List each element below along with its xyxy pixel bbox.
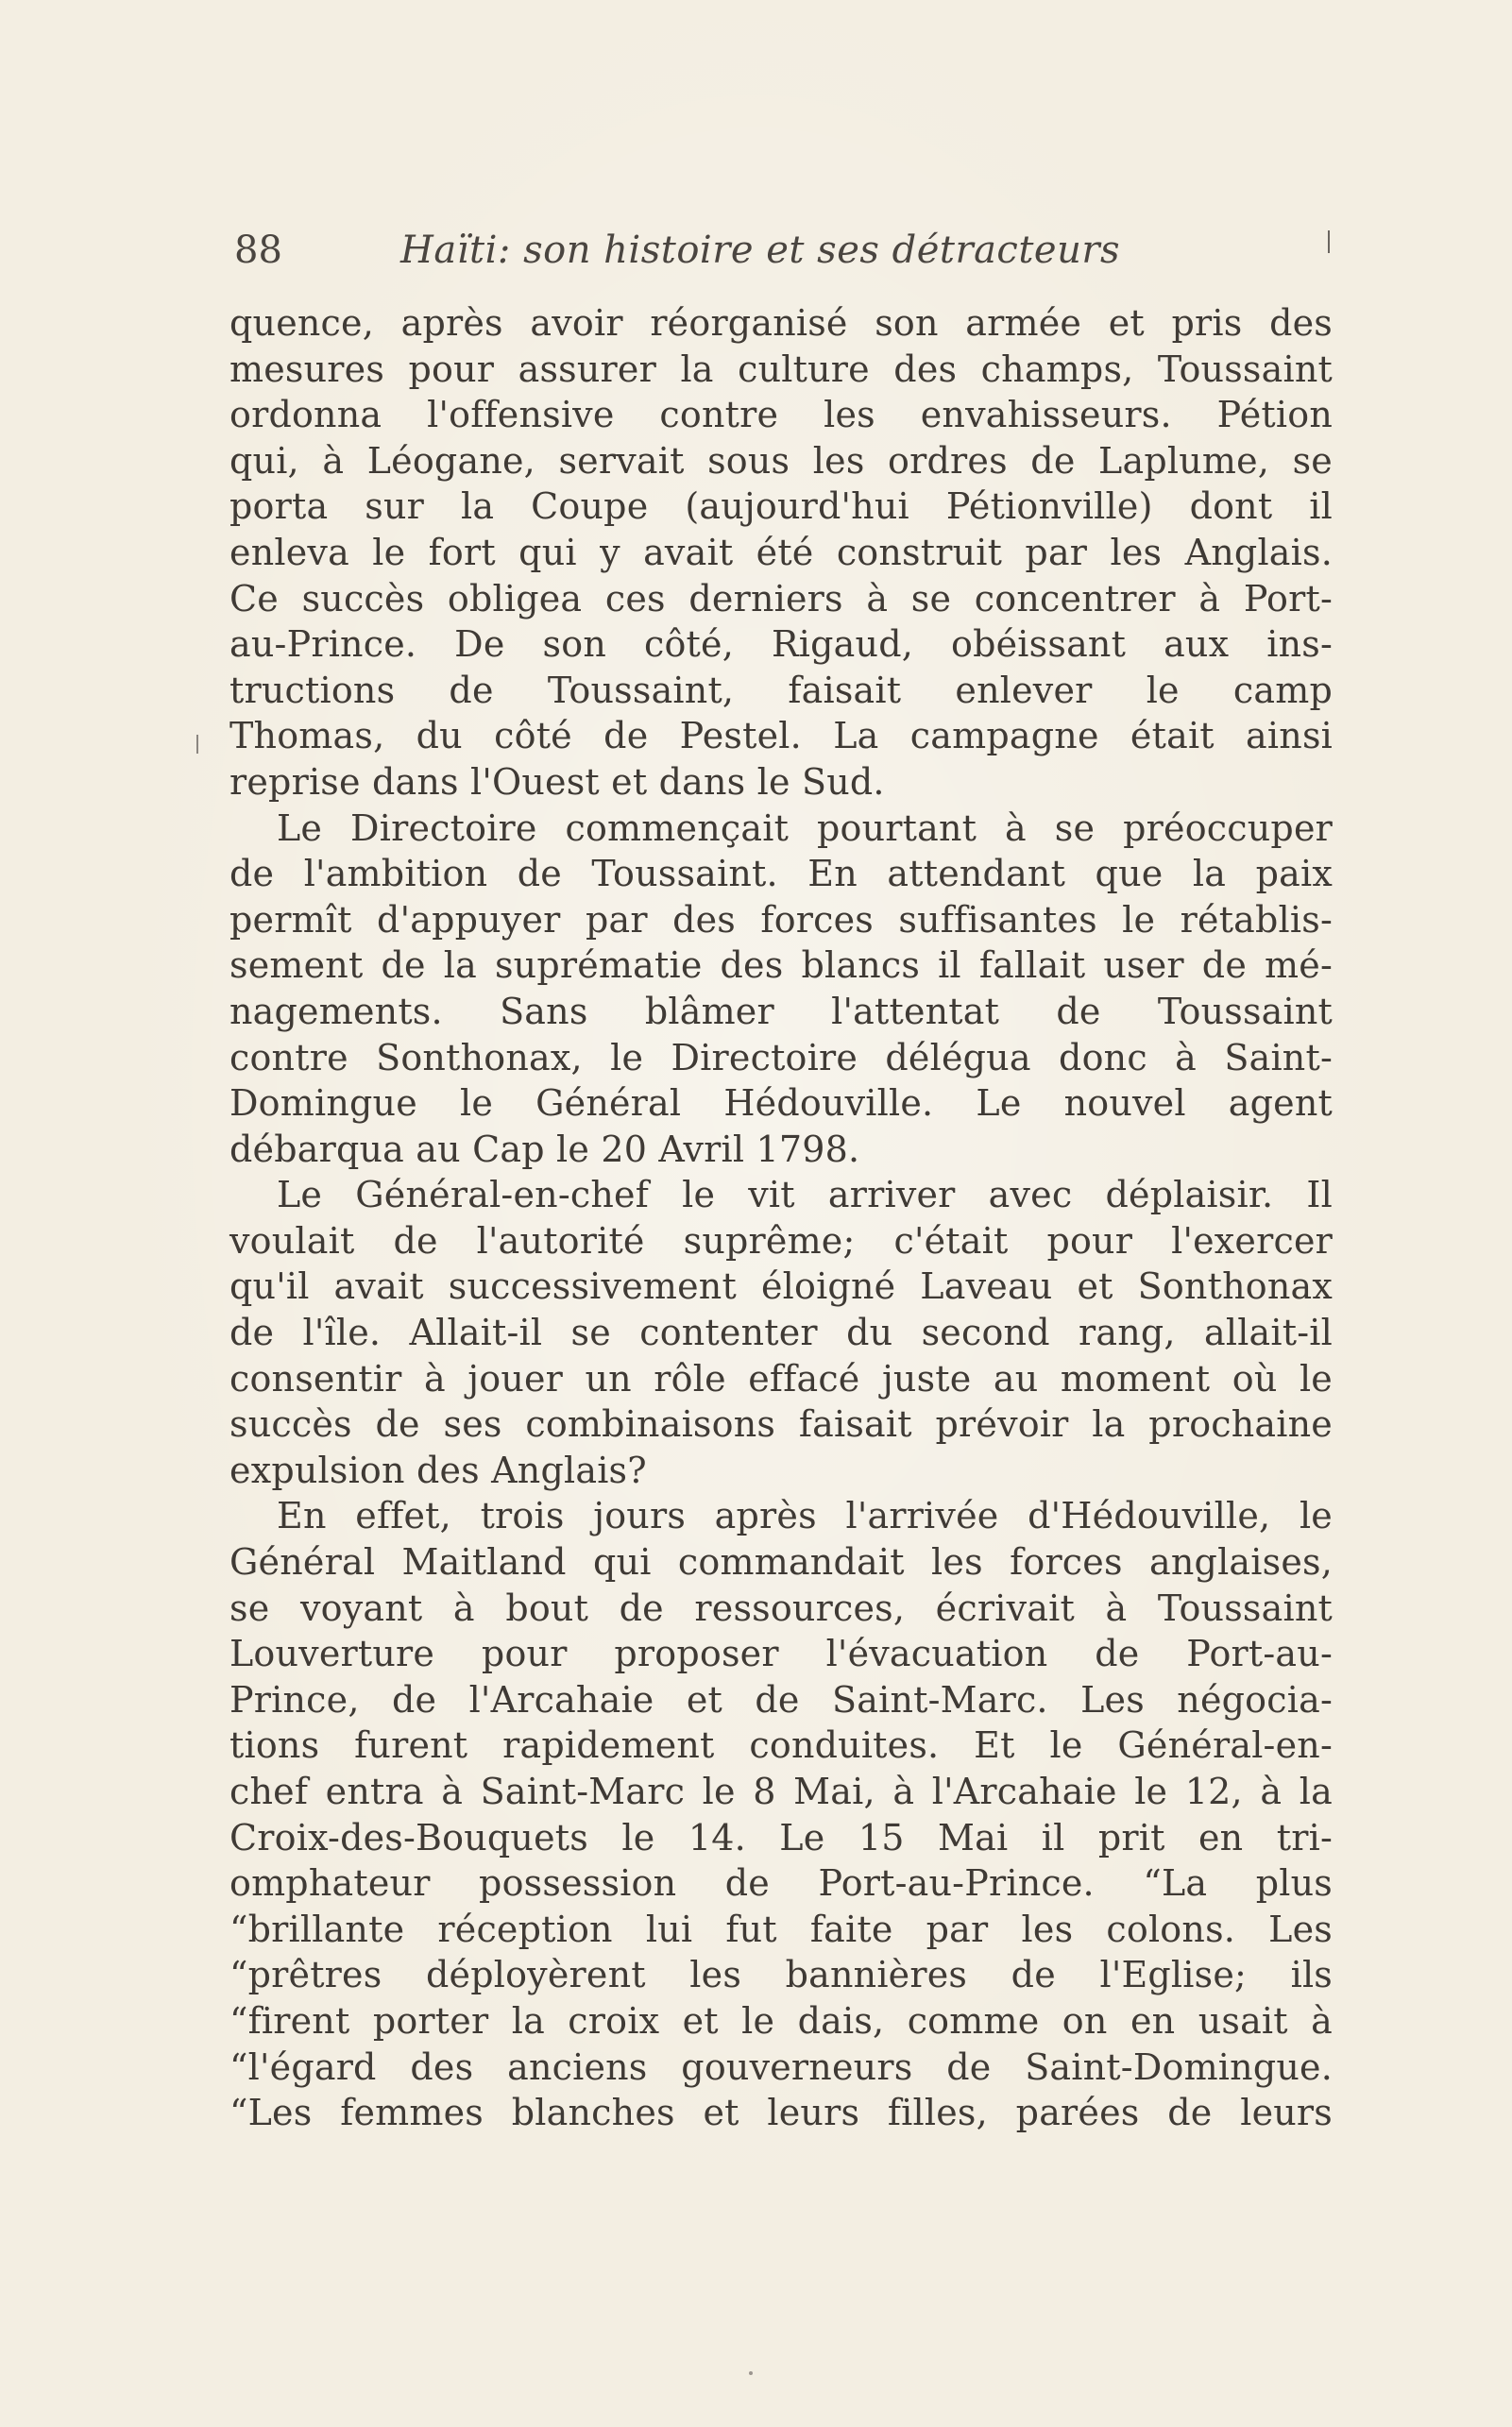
stray-dot — [749, 2371, 753, 2375]
text-line: contre Sonthonax, le Directoire délégua donc à Saint- — [229, 1036, 1333, 1078]
text-line: “Les femmes blanches et leurs filles, parées de leurs — [229, 2092, 1333, 2134]
text-line: tions furent rapidement conduites. Et le Général-en- — [229, 1724, 1333, 1767]
text-line: reprise dans l'Ouest et dans le Sud. — [229, 760, 885, 803]
text-line: omphateur possession de Port-au-Prince. “La plus — [229, 1862, 1333, 1905]
text-line: enleva le fort qui y avait été construit par les Anglais. — [229, 531, 1333, 573]
text-line: débarqua au Cap le 20 Avril 1798. — [229, 1128, 860, 1170]
page-number: 88 — [234, 229, 282, 272]
margin-tick — [196, 735, 198, 754]
text-line: porta sur la Coupe (aujourd'hui Pétionville) dont il — [229, 485, 1333, 528]
text-line: au-Prince. De son côté, Rigaud, obéissant aux ins- — [229, 623, 1333, 666]
text-line: qu'il avait successivement éloigné Laveau et Sonthonax — [229, 1265, 1333, 1308]
text-line: “firent porter la croix et le dais, comme on en usait à — [229, 1999, 1333, 2042]
text-line: Le Directoire commençait pourtant à se préoccuper — [277, 806, 1333, 849]
text-line: tructions de Toussaint, faisait enlever le camp — [229, 669, 1333, 711]
text-line: Ce succès obligea ces derniers à se concentrer à Port- — [229, 577, 1333, 619]
text-line: En effet, trois jours après l'arrivée d'Hédouville, le — [277, 1495, 1333, 1537]
text-line: “prêtres déployèrent les bannières de l'Eglise; ils — [229, 1954, 1333, 1996]
text-line: mesures pour assurer la culture des champs, Toussaint — [229, 348, 1333, 390]
running-title: Haïti: son histoire et ses détracteurs — [400, 229, 1120, 272]
text-line: permît d'appuyer par des forces suffisantes le rétablis- — [229, 898, 1333, 941]
text-line: qui, à Léogane, servait sous les ordres de Laplume, se — [229, 439, 1333, 482]
text-line: succès de ses combinaisons faisait prévoir la prochaine — [229, 1403, 1333, 1446]
text-line: Thomas, du côté de Pestel. La campagne était ainsi — [229, 715, 1333, 757]
text-line: de l'ambition de Toussaint. En attendant que la paix — [229, 853, 1333, 895]
text-line: Général Maitland qui commandait les forces anglaises, — [229, 1541, 1333, 1584]
running-head — [234, 225, 1339, 276]
text-line: “l'égard des anciens gouverneurs de Saint-Domingue. — [229, 2045, 1333, 2088]
text-line: chef entra à Saint-Marc le 8 Mai, à l'Arcahaie le 12, à la — [229, 1771, 1333, 1812]
text-line: ordonna l'offensive contre les envahisseurs. Pétion — [229, 394, 1333, 436]
text-line: Louverture pour proposer l'évacuation de Port-au- — [229, 1633, 1333, 1675]
text-line: consentir à jouer un rôle effacé juste au moment où le — [229, 1357, 1333, 1400]
text-line: Croix-des-Bouquets le 14. Le 15 Mai il prit en tri- — [229, 1816, 1333, 1858]
text-line: Prince, de l'Arcahaie et de Saint-Marc. Les négocia- — [229, 1678, 1333, 1721]
text-line: expulsion des Anglais? — [229, 1449, 647, 1491]
text-line: sement de la suprématie des blancs il fallait user de mé- — [229, 944, 1333, 987]
text-line: “brillante réception lui fut faite par les colons. Les — [229, 1908, 1333, 1950]
text-line: Domingue le Général Hédouville. Le nouvel agent — [229, 1082, 1333, 1125]
text-line: nagements. Sans blâmer l'attentat de Toussaint — [229, 990, 1333, 1032]
body-text — [229, 300, 1333, 2136]
text-line: se voyant à bout de ressources, écrivait à Toussaint — [229, 1587, 1333, 1629]
text-line: voulait de l'autorité suprême; c'était pour l'exercer — [229, 1219, 1333, 1262]
text-line: Le Général-en-chef le vit arriver avec déplaisir. Il — [277, 1174, 1333, 1216]
text-line: quence, après avoir réorganisé son armée et pris des — [229, 302, 1333, 344]
text-line: de l'île. Allait-il se contenter du second rang, allait-il — [229, 1312, 1333, 1354]
margin-mark — [1328, 230, 1330, 253]
